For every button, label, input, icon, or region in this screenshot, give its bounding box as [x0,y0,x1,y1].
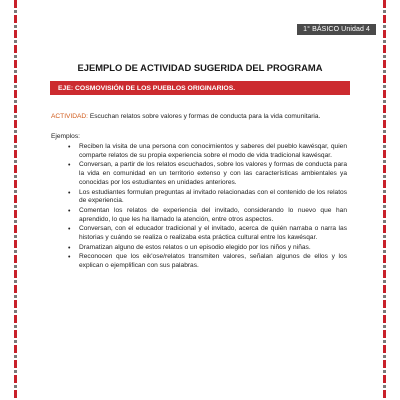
grade-unit-badge: 1° BÁSICO Unidad 4 [297,24,376,35]
activity-paragraph [51,113,351,122]
decorative-border-right [383,0,386,400]
axis-banner [50,81,350,95]
list-item: • Conversan, a partir de los relatos escuchados, sobre los valores y formas de conducta para la vida en comunidad en un territorio extenso y con las características ambientales ya conocidas por los estudiantes en unidades anteriores. [51,161,347,187]
activity-label: ACTIVIDAD: [51,113,89,120]
axis-label: EJE: COSMOVISIÓN DE LOS PUEBLOS ORIGINARIOS. [58,84,236,92]
list-item: • Reconocen que los eik'ose/relatos transmiten valores, señalan algunos de ellos y los explican o ejemplifican con sus palabras. [51,253,347,270]
examples-list [51,143,347,272]
decorative-border-left [14,0,17,400]
list-item: • Conversan, con el educador tradicional y el invitado, acerca de quién narraba o narra las historias y cuándo se realiza o realizaba esta práctica cultural entre los kawésqar. [51,225,347,242]
list-item: • Dramatizan alguno de estos relatos o un episodio elegido por los niños y niñas. [51,244,347,253]
activity-text: Escuchan relatos sobre valores y formas de conducta para la vida comunitaria. [88,113,321,120]
examples-label: Ejemplos: [51,133,80,140]
list-item: • Los estudiantes formulan preguntas al invitado relacionadas con el contenido de los relatos de experiencia. [51,189,347,206]
page-title: EJEMPLO DE ACTIVIDAD SUGERIDA DEL PROGRAMA [77,62,323,73]
list-item: • Comentan los relatos de experiencia del invitado, considerando lo nuevo que han aprendido, lo que les ha llamado la atención, entre otros aspectos. [51,207,347,224]
list-item: • Reciben la visita de una persona con conocimientos y saberes del pueblo kawésqar, quien comparte relatos de su propia experiencia sobre el modo de vida tradicional kawésqar. [51,143,347,160]
